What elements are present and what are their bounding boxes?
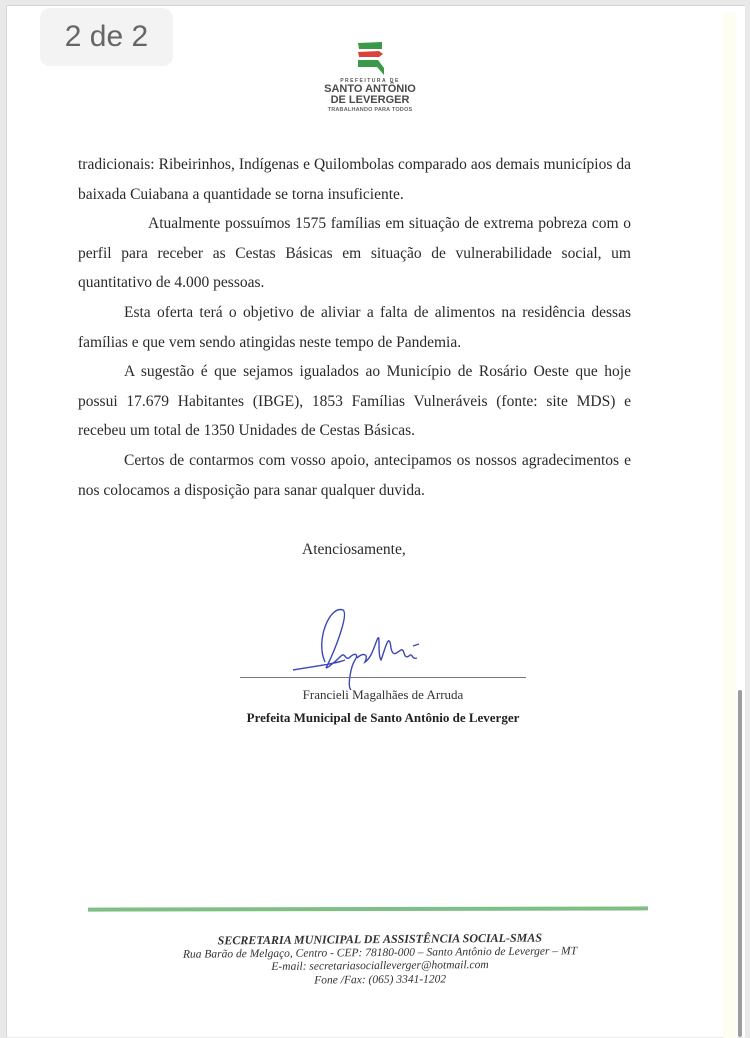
- footer-phone: Fone /Fax: (065) 3341-1202: [314, 972, 447, 987]
- municipality-emblem-icon: [352, 40, 388, 76]
- closing-salutation: Atenciosamente,: [302, 541, 406, 558]
- paragraph: tradicionais: Ribeirinhos, Indígenas e Quilombolas comparado aos demais municípios da baixada Cuiabana a quantidade se torna insuficiente.: [78, 156, 631, 203]
- letterhead-prefix: PREFEITURA DE: [340, 78, 400, 84]
- letterhead-slogan: TRABALHANDO PARA TODOS: [327, 107, 413, 113]
- page-edge-tint: [723, 12, 737, 1038]
- paragraph: Esta oferta terá o objetivo de aliviar a falta de alimentos na residência dessas famílias e que vem sendo atingidas neste tempo de Pandemia.: [78, 303, 631, 351]
- signer-title: Prefeita Municipal de Santo Antônio de Leverger: [246, 710, 520, 725]
- signature-line: [240, 677, 526, 678]
- footer-email: E-mail: secretariasocialleverger@hotmail.com: [271, 959, 489, 973]
- paragraph: A sugestão é que sejamos igualados ao Município de Rosário Oeste que hoje possui 17.679 Habitantes (IBGE), 1853 Famílias Vulneráveis (fonte: site MDS) e recebeu um total de 1350 Unidades de Cestas Básicas.: [78, 363, 631, 440]
- paragraph: Atualmente possuímos 1575 famílias em situação de extrema pobreza com o perfil para receber as Cestas Básicas em situação de vulnerabilidade social, um quantitativo de 4.000 pessoas.: [78, 215, 631, 292]
- footer-department: SECRETARIA MUNICIPAL DE ASSISTÊNCIA SOCIAL-SMAS: [217, 930, 543, 948]
- page-indicator: 2 de 2: [40, 8, 173, 66]
- letterhead-name-line1: SANTO ANTÔNIO: [324, 83, 416, 95]
- letter-footer: [140, 931, 620, 989]
- letterhead-logo: [300, 40, 440, 113]
- vertical-scrollbar[interactable]: [738, 690, 742, 1037]
- letter-body: [78, 150, 631, 505]
- letterhead-name-line2: DE LEVERGER: [330, 94, 410, 106]
- signer-name: Francieli Magalhães de Arruda: [302, 687, 464, 702]
- footer-address: Rua Barão de Melgaço, Centro - CEP: 78180-000 – Santo Antônio de Leverger – MT: [182, 944, 577, 961]
- paragraph: Certos de contarmos com vosso apoio, antecipamos os nossos agradecimentos e nos colocamos a disposição para sanar qualquer duvida.: [78, 451, 631, 499]
- handwritten-signature: [285, 600, 435, 695]
